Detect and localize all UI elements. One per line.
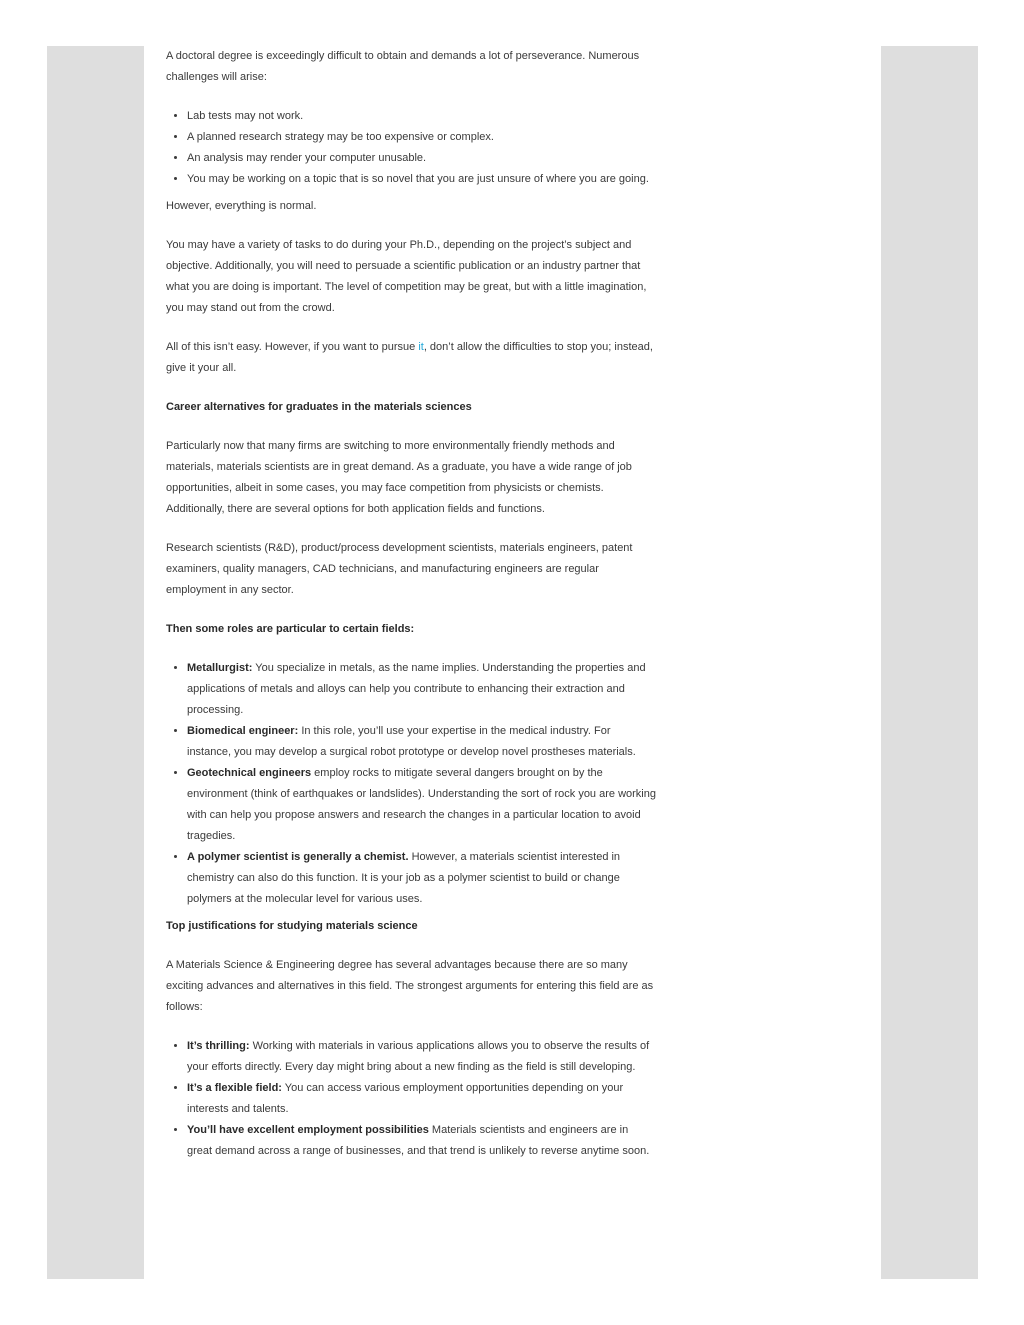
- challenges-list: [166, 106, 656, 190]
- intro-paragraph: A doctoral degree is exceedingly difficult to obtain and demands a lot of perseverance. Numerous challenges will arise:: [166, 50, 640, 83]
- reasons-list: [166, 1036, 656, 1162]
- roles-list: [166, 658, 656, 910]
- reason-text: Materials scientists and engineers are in great demand across a range of businesses, and that trend is unlikely to reverse anytime soon.: [187, 1124, 650, 1157]
- role-title: Metallurgist:: [187, 662, 253, 674]
- list-item: [187, 1036, 656, 1078]
- pursue-link[interactable]: it: [418, 341, 424, 353]
- role-text: employ rocks to mitigate several dangers brought on by the environment (think of earthquakes or landslides). Understanding the sort of rock you are working with can help you propose answers and research the changes in a particular location to avoid tragedies.: [187, 767, 656, 842]
- list-item: [187, 721, 656, 763]
- list-item: • A planned research strategy may be too expensive or complex.: [187, 127, 656, 148]
- roles-heading: Then some roles are particular to certain fields:: [166, 623, 415, 635]
- role-text: You specialize in metals, as the name implies. Understanding the properties and applications of metals and alloys can help you contribute to enhancing their extraction and processing.: [187, 662, 646, 716]
- list-item: [187, 658, 656, 721]
- right-margin-bar: [881, 46, 978, 1279]
- reason-title: It’s a flexible field:: [187, 1082, 282, 1094]
- list-item: [187, 847, 656, 910]
- tasks-paragraph: You may have a variety of tasks to do during your Ph.D., depending on the project’s subject and objective. Additionally, you will need to persuade a scientific publication or an industry partner that what you are doing is important. The level of competition may be great, but with a little imagination, you may stand out from the crowd.: [166, 239, 647, 314]
- list-item: [187, 1120, 656, 1162]
- reason-title: You’ll have excellent employment possibilities: [187, 1124, 429, 1136]
- role-text: However, a materials scientist interested in chemistry can also do this function. It is your job as a polymer scientist to build or change polymers at the molecular level for various uses.: [187, 851, 621, 905]
- pursue-text-before: All of this isn’t easy. However, if you want to pursue: [166, 341, 419, 353]
- role-text: In this role, you’ll use your expertise in the medical industry. For instance, you may develop a surgical robot prototype or develop novel prostheses materials.: [187, 725, 636, 758]
- reasons-paragraph: A Materials Science & Engineering degree has several advantages because there are so many exciting advances and alternatives in this field. The strongest arguments for entering this field are as follows:: [166, 959, 654, 1013]
- role-title: Biomedical engineer:: [187, 725, 299, 737]
- normal-paragraph: However, everything is normal.: [166, 200, 317, 212]
- left-margin-bar: [47, 46, 144, 1279]
- reason-text: You can access various employment opportunities depending on your interests and talents.: [187, 1082, 624, 1115]
- careers-paragraph: Particularly now that many firms are switching to more environmentally friendly methods and materials, materials scientists are in great demand. As a graduate, you have a wide range of job opportunities, albeit in some cases, you may face competition from physicists or chemists. Additionally, there are several options for both application fields and functions.: [166, 440, 632, 515]
- list-item: • An analysis may render your computer unusable.: [187, 148, 656, 169]
- careers-heading: Career alternatives for graduates in the materials sciences: [166, 401, 472, 413]
- reasons-heading: Top justifications for studying materials science: [166, 920, 418, 932]
- employment-paragraph: Research scientists (R&D), product/process development scientists, materials engineers, patent examiners, quality managers, CAD technicians, and manufacturing engineers are regular employment in any sector.: [166, 542, 633, 596]
- list-item: • You may be working on a topic that is so novel that you are just unsure of where you are going.: [187, 169, 656, 190]
- pursue-text-after: , don’t allow the difficulties to stop you; instead, give it your all.: [166, 341, 653, 374]
- pursue-paragraph: [166, 337, 656, 379]
- list-item: [187, 763, 656, 847]
- role-title: Geotechnical engineers: [187, 767, 312, 779]
- role-title: A polymer scientist is generally a chemist.: [187, 851, 409, 863]
- reason-title: It’s thrilling:: [187, 1040, 250, 1052]
- list-item: • Lab tests may not work.: [187, 106, 656, 127]
- article-body: [166, 46, 656, 1168]
- list-item: [187, 1078, 656, 1120]
- reason-text: Working with materials in various applications allows you to observe the results of your efforts directly. Every day might bring about a new finding as the field is still developing.: [187, 1040, 650, 1073]
